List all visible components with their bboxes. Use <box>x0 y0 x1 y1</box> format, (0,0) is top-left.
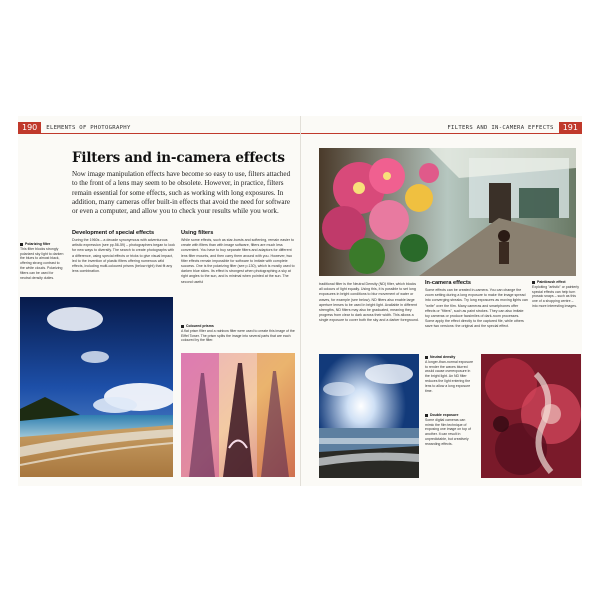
left-page-number: 190 <box>18 122 41 134</box>
double-exposure-photo <box>481 354 581 478</box>
prisms-caption <box>181 324 295 343</box>
neutral-density-caption-title: Neutral density <box>425 355 475 360</box>
paintbrush-caption-title: Paintbrush effect <box>532 280 580 285</box>
paintbrush-caption-text: Exploiting "artistic" or painterly special effects can help turn prosaic snaps – such as this one of a shopping centre – into more interesting images. <box>532 284 580 308</box>
prisms-caption-title: Coloured prisms <box>181 324 295 329</box>
double-exposure-caption-text: Some digital cameras can mimic the film technique of exposing one image on top of another. It can result in unpredictable, but creatively rewarding effects. <box>425 417 471 446</box>
polarizing-caption <box>20 242 64 280</box>
development-text: During the 1960s – a decade synonymous with adventurous artistic expression (see pp.56-59) – photographers began to look for new ways to diversify. The search to create photographs with a difference, using special effects or tricks to give visual impact, led to the invention of plastic filters offering numerous wild effects, including multi-coloured prisms (below right) that fit any lens combination. <box>72 238 175 274</box>
polarizing-caption-title: Polarizing filter <box>20 242 64 247</box>
eiffel-prism-photo <box>181 353 295 477</box>
nd-seascape-photo <box>319 354 419 478</box>
in-camera-heading: In-camera effects <box>425 280 472 286</box>
paintbrush-shopping-photo <box>319 148 576 276</box>
double-exposure-caption-title: Double exposure <box>425 413 475 418</box>
prisms-caption-text: A flat prism filter and a rainbow filter were used to create this image of the Eiffel Tower. The prism splits the image into several parts that are each coloured by the filter. <box>181 328 295 343</box>
right-page-number: 191 <box>559 122 582 134</box>
double-exposure-caption <box>425 413 475 447</box>
development-column <box>72 230 176 274</box>
nd-continued-column <box>319 282 419 324</box>
in-camera-column <box>425 280 529 330</box>
beach-polarized-photo <box>20 297 173 477</box>
using-filters-column <box>181 230 295 285</box>
left-header-rule <box>18 133 300 134</box>
polarizing-caption-text: This filter blocks strongly polarized sky light to darken the blues to almost black, offering strong contrast to the white clouds. Polarizing filters can be used for neutral density duties. <box>20 246 64 280</box>
neutral-density-caption-text: A longer-than-normal exposure to render the waves blurred would cause overexposure in the bright light. An ND filter reduces the light entering the lens to allow a long exposure time. <box>425 359 474 393</box>
nd-continued-text: traditional filter is the Neutral Density (ND) filter, which blocks all colours of light equally. Using this, it is possible to set long exposures in bright conditions to blur movement of water or waves, for example (see below). ND filters also enable large aperture lenses to be used in bright light. Available in different strengths, ND filters may also be graduated, meaning they progress from clear to dark across their width. This allows a single exposure to cover both the sky and a darker foreground. <box>319 282 419 323</box>
neutral-density-caption <box>425 355 475 393</box>
paintbrush-caption <box>532 280 580 309</box>
using-filters-text: While some effects, such as star-bursts and softening, remain easier to create with filters than with image software, filters are much less convenient. You have to buy separate filters and adaptors for different lens filter mounts, and then carry them around with you. However, two filter effects remain impossible for software to imitate with complete success. One is the polarizing filter (see p.130), which is mostly used to darken blue skies. Its effect is strongest when photographing a sky at right angles to the sun, and is minimal when pointed at the sun. The second useful <box>181 238 295 284</box>
right-running-title: FILTERS AND IN-CAMERA EFFECTS <box>447 125 554 131</box>
right-header-rule <box>301 133 582 134</box>
using-filters-heading: Using filters <box>181 230 214 236</box>
intro-paragraph: Now image manipulation effects have become so easy to use, filters attached to the front of a lens may seem to be obsolete. However, in practice, filters remain essential for some effects, such as working with long exposures. In addition, many cameras offer built-in effects that avoid the need for software or even a computer, and allow you to check your results while you work. <box>72 170 291 216</box>
development-heading: Development of special effects <box>72 230 155 236</box>
in-camera-text: Some effects can be created in-camera. You can change the zoom setting during a long exposure to make the image spread into converging streaks. Try long exposures as moving lights can "write" over the film. Many cameras and smartphones offer effects or "filters", such as paint strokes. They can also imitate toy cameras or produce facsimiles of dark-room processes. Some apply the effect directly to the captured file, while others save two versions: the original and the special effect. <box>425 288 528 329</box>
left-running-title: ELEMENTS OF PHOTOGRAPHY <box>46 125 131 131</box>
page-title: Filters and in-camera effects <box>72 150 285 166</box>
page-gutter <box>300 116 301 486</box>
